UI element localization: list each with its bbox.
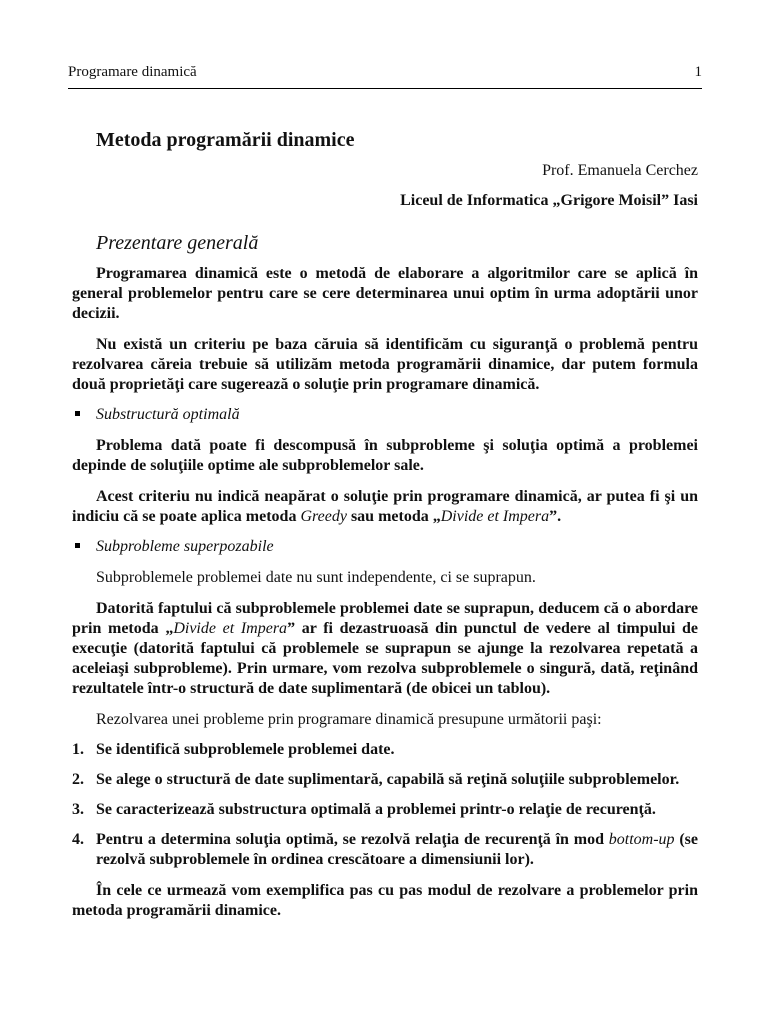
list-item: 4. Pentru a determina soluţia optimă, se rezolvă relaţia de recurenţă în mod bottom-up (se rezolvă subproblemele în ordinea crescătoare a dimensiunii lor). — [72, 831, 698, 868]
paragraph-divide-et-impera: Datorită faptului că subproblemele problemei date se suprapun, deducem că o abordare prin metoda „Divide et Impera” ar fi dezastruoasă din punctul de vedere al timpului de execuţie (datorită faptului că problemele se suprapun se ajunge la rezolvarea repetată a aceleiaşi subprobleme). Prin urmare, vom rezolva subproblemele o singură, dată, reţinând rezultatele într-o structură de date suplimentară (de obicei un tablou). — [72, 600, 699, 697]
running-title: Programare dinamică — [68, 64, 197, 80]
bullet-label: Subprobleme superpozabile — [96, 538, 274, 555]
steps-list — [72, 740, 698, 870]
paragraph-substructure: Problema dată poate fi descompusă în subprobleme şi soluţia optimă a problemei depinde de soluţiile optime ale subproblemelor sale. — [72, 437, 698, 474]
paragraph-criteria: Nu există un criteriu pe baza căruia să identificăm cu siguranţă o problemă pentru rezolvarea căreia trebuie să utilizăm metoda programării dinamice, dar putem formula două proprietăţi care sugerează o soluţie prin programare dinamică. — [72, 336, 698, 393]
section-title: Prezentare generală — [96, 232, 259, 254]
author-name: Prof. Emanuela Cerchez — [542, 162, 698, 179]
paragraph-greedy: Acest criteriu nu indică neapărat o soluţie prin programare dinamică, ar putea fi şi un indiciu că se poate aplica metoda Greedy sau metoda „Divide et Impera”. — [72, 488, 698, 525]
bullet-label: Substructură optimală — [96, 406, 240, 423]
paragraph-intro: Programarea dinamică este o metodă de elaborare a algoritmilor care se aplică în general problemelor pentru care se cere determinarea unui optim în urma adoptării unor decizii. — [72, 265, 698, 322]
running-header — [68, 64, 702, 81]
header-rule — [68, 88, 702, 89]
bullet-square-icon — [72, 405, 96, 425]
author-affiliation: Liceul de Informatica „Grigore Moisil” Iasi — [400, 192, 698, 209]
paragraph-closing: În cele ce urmează vom exemplifica pas cu pas modul de rezolvare a problemelor prin metoda programării dinamice. — [72, 882, 698, 919]
list-item: 3. Se caracterizează substructura optimală a problemei printr-o relaţie de recurenţă. — [72, 801, 656, 818]
paragraph-steps-intro: Rezolvarea unei probleme prin programare dinamică presupune următorii paşi: — [96, 711, 602, 728]
bullet-optimal-substructure — [72, 405, 698, 425]
page-number: 1 — [694, 64, 702, 80]
paragraph-overlap: Subproblemele problemei date nu sunt independente, ci se suprapun. — [96, 569, 536, 586]
bullet-overlapping-subproblems — [72, 537, 698, 557]
document-body — [72, 124, 698, 921]
list-item: 2. Se alege o structură de date suplimentară, capabilă să reţină soluţiile subproblemelor. — [72, 771, 680, 788]
bullet-square-icon — [72, 537, 96, 557]
list-item: 1. Se identifică subproblemele problemei date. — [72, 741, 395, 758]
document-title: Metoda programării dinamice — [96, 129, 355, 151]
